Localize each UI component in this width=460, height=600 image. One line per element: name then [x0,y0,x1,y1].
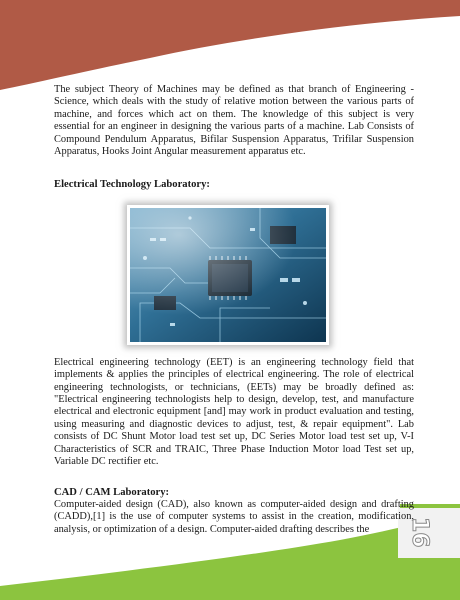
top-wave-band [0,0,460,90]
electrical-lab-heading: Electrical Technology Laboratory: [54,179,210,191]
cad-lab-heading: CAD / CAM Laboratory: [54,486,170,498]
circuit-board-photo-icon [130,208,326,342]
intro-paragraph: The subject Theory of Machines may be defined as that branch of Engineering - Science, which deals with the study of relative motion between the various parts of machine, and forces which act on them. The knowledge of this subject is very essential for an engineer in designing the various parts of a machine. Lab Consists of Compound Pendulum Apparatus, Bifilar Suspension Apparatus, Trifilar Suspension Apparatus, Hooks Joint Angular measurement apparatus etc. [54,84,414,158]
electrical-lab-paragraph: Electrical engineering technology (EET) is an engineering technology field that implements & applies the principles of electrical engineering. The role of electrical engineering technologists, or technicians, (EETs) may be broadly defined as: "Electrical engineering technologists help to design, develop, test, and manufacture electrical and electronic equipment [and] may work in product evaluation and testing, using measuring and diagnostic devices to adjust, test, & repair equipment". Lab consists of DC Shunt Motor load test set up, DC Series Motor load test set up, V-I Characteristics of SCR and TRAIC, Three Phase Induction Motor load Test set up, Variable DC rectifier etc. [54,356,414,468]
cad-lab-paragraph: Computer-aided design (CAD), also known as computer-aided design and drafting (CADD),[1] is the use of computer systems to assist in the creation, modification, analysis, or optimization of a design. Computer-aided drafting describes the [54,498,414,535]
circuit-board-image-frame [127,205,329,345]
page-content [54,84,414,536]
page-number: 16 [407,517,432,548]
